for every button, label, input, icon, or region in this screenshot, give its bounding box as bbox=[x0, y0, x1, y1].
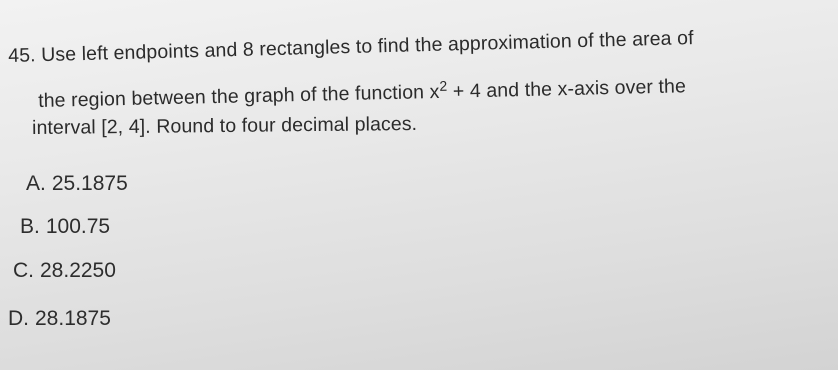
choice-c-value: 28.2250 bbox=[40, 259, 116, 282]
choice-c[interactable] bbox=[13, 260, 116, 281]
choice-b-value: 100.75 bbox=[45, 215, 111, 238]
question-number: 45. bbox=[7, 44, 36, 67]
question-text-line-2-end: + 4 and the x-axis over the bbox=[447, 75, 687, 103]
question-text-line-2-start: the region between the graph of the function x bbox=[37, 80, 440, 112]
choice-d[interactable] bbox=[8, 308, 111, 329]
choice-a[interactable] bbox=[26, 173, 128, 194]
question-line-3 bbox=[31, 112, 418, 139]
question-line-2 bbox=[38, 77, 686, 111]
question-text-line-1: Use left endpoints and 8 rectangles to find the approximation of the area of bbox=[40, 27, 694, 67]
choice-d-letter: D. bbox=[8, 307, 29, 330]
choice-a-value: 25.1875 bbox=[51, 172, 128, 195]
choice-d-value: 28.1875 bbox=[35, 307, 111, 330]
exponent: 2 bbox=[439, 77, 448, 94]
choice-b[interactable] bbox=[20, 216, 110, 237]
choice-b-letter: B. bbox=[20, 215, 40, 238]
choice-a-letter: A. bbox=[26, 172, 46, 195]
question-line-1 bbox=[8, 29, 694, 66]
question-text-line-3: interval [2, 4]. Round to four decimal places. bbox=[31, 112, 418, 139]
choice-c-letter: C. bbox=[13, 259, 34, 282]
